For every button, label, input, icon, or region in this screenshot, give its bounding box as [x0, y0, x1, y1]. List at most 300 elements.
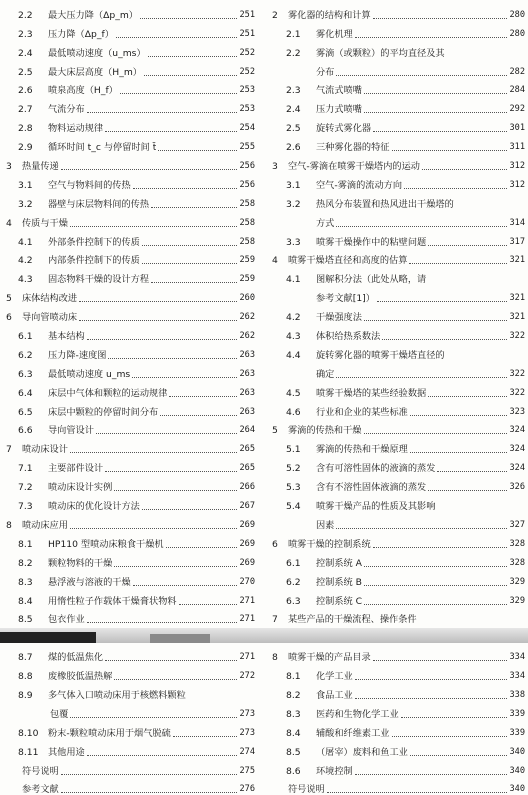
toc-entry	[2, 701, 255, 720]
toc-entry	[268, 644, 525, 663]
toc-entry-title: 床体结构改进	[22, 293, 78, 305]
toc-entry-number: 8.1	[286, 671, 301, 683]
toc-entry-number: 2.6	[18, 85, 33, 97]
toc-entry-number: 8.10	[18, 727, 39, 739]
toc-entry-title: 空气与物料间的传热	[48, 179, 131, 191]
toc-entry-title: 床层中颗粒的停留时间分布	[48, 406, 159, 418]
toc-entry-title: 其他用途	[48, 746, 85, 758]
dot-leader	[392, 149, 508, 151]
toc-entry-page: 324	[509, 425, 525, 436]
toc-entry	[2, 607, 255, 626]
toc-entry-title: 热量传递	[22, 161, 59, 173]
toc-entry-number: 2	[272, 9, 278, 21]
toc-entry-page: 324	[509, 444, 525, 455]
toc-entry	[268, 474, 525, 493]
toc-entry-title: 医药和生物化学工业	[316, 708, 399, 720]
toc-entry-number: 2.4	[286, 104, 301, 116]
dot-leader	[120, 92, 238, 94]
toc-entry-page: 317	[509, 236, 525, 247]
toc-entry-page: 274	[239, 746, 255, 757]
dot-leader	[428, 244, 507, 246]
toc-entry-page: 269	[239, 538, 255, 549]
toc-entry-title: 传质与干燥	[22, 217, 68, 229]
toc-entry-page: 280	[509, 28, 525, 39]
toc-entry	[2, 153, 255, 172]
toc-entry-number: 4.1	[18, 236, 33, 248]
toc-entry-number: 2.3	[18, 28, 33, 40]
dot-leader	[87, 338, 238, 340]
toc-entry-page: 323	[509, 406, 525, 417]
toc-entry	[268, 455, 525, 474]
toc-entry-page: 312	[509, 161, 525, 172]
dot-leader	[179, 603, 238, 605]
dot-leader	[87, 754, 238, 756]
toc-entry	[268, 342, 525, 361]
toc-entry-number: 8.8	[18, 671, 33, 683]
dot-leader	[70, 451, 238, 453]
toc-entry-title: 分布	[316, 66, 335, 78]
dot-leader	[373, 130, 507, 132]
toc-entry-page: 263	[239, 368, 255, 379]
toc-entry	[2, 644, 255, 663]
toc-entry-number: 3	[272, 161, 278, 173]
dot-leader	[70, 225, 238, 227]
dot-leader	[79, 319, 237, 321]
toc-entry-page: 322	[509, 331, 525, 342]
toc-entry-number: 2.7	[18, 104, 33, 116]
toc-entry-title: 最大压力降（Δp_m）	[48, 9, 138, 21]
toc-entry-page: 321	[509, 312, 525, 323]
toc-entry-page: 280	[509, 9, 525, 20]
dot-leader	[140, 17, 237, 19]
dot-leader	[355, 773, 508, 775]
toc-entry-page: 314	[509, 217, 525, 228]
toc-entry-page: 258	[239, 236, 255, 247]
toc-entry-title: 行业和企业的某些标准	[316, 406, 408, 418]
toc-entry-page: 251	[239, 9, 255, 20]
toc-entry-page: 271	[239, 614, 255, 625]
dot-leader	[114, 565, 237, 567]
toc-entry-page: 329	[509, 576, 525, 587]
toc-entry-title: 雾滴（或颗粒）的平均直径及其	[316, 47, 445, 59]
toc-entry	[2, 59, 255, 78]
toc-entry-page: 327	[509, 519, 525, 530]
toc-entry	[268, 380, 525, 399]
toc-entry-number: 8.2	[18, 557, 33, 569]
toc-entry-page: 269	[239, 557, 255, 568]
toc-entry-page: 340	[509, 784, 525, 795]
toc-entry-title: 粉末-颗粒喷动床用于烟气脱硫	[48, 727, 171, 739]
dot-leader	[87, 111, 238, 113]
dot-leader	[105, 659, 237, 661]
toc-entry	[268, 720, 525, 739]
toc-entry-number: 8.5	[286, 746, 301, 758]
toc-entry-title: 含有不溶性固体液滴的蒸发	[316, 482, 427, 494]
toc-entry-title: 雾滴的传热和干燥原理	[316, 444, 408, 456]
scan-gray-strip	[150, 634, 210, 643]
toc-entry-title: 煤的低温焦化	[48, 652, 104, 664]
toc-entry-page: 251	[239, 28, 255, 39]
dot-leader	[114, 489, 237, 491]
toc-entry	[268, 2, 525, 21]
dot-leader	[392, 735, 508, 737]
toc-entry-page: 259	[239, 255, 255, 266]
toc-entry-title: 喷雾干燥产品的性质及其影响	[316, 501, 436, 513]
toc-entry-page: 339	[509, 727, 525, 738]
dot-leader	[133, 584, 238, 586]
toc-entry-title: 喷泉高度（H_f）	[48, 85, 118, 97]
toc-entry	[2, 342, 255, 361]
toc-entry-page: 273	[239, 727, 255, 738]
toc-entry-title: 气流分布	[48, 104, 85, 116]
dot-leader	[116, 36, 238, 38]
dot-leader	[336, 74, 507, 76]
toc-entry	[2, 172, 255, 191]
toc-entry	[268, 266, 525, 285]
toc-entry-number: 3.1	[286, 179, 301, 191]
dot-leader	[355, 697, 508, 699]
toc-entry-number: 2.6	[286, 142, 301, 154]
dot-leader	[142, 244, 238, 246]
toc-entry	[2, 229, 255, 248]
toc-entry-page: 263	[239, 387, 255, 398]
toc-entry	[2, 531, 255, 550]
toc-entry-page: 253	[239, 85, 255, 96]
toc-entry-page: 264	[239, 425, 255, 436]
toc-entry	[2, 436, 255, 455]
toc-entry-page: 338	[509, 689, 525, 700]
toc-entry-title: 控制系统 B	[316, 576, 362, 588]
toc-entry-page: 324	[509, 463, 525, 474]
toc-entry-title: 最大床层高度（H_m）	[48, 66, 142, 78]
toc-entry-title: 喷雾干燥的控制系统	[288, 538, 371, 550]
toc-entry	[2, 455, 255, 474]
toc-entry	[268, 285, 525, 304]
toc-entry	[268, 758, 525, 777]
toc-entry-number: 2.5	[286, 123, 301, 135]
toc-entry-title: 喷动床应用	[22, 519, 68, 531]
toc-entry-title: 空气-雾滴在喷雾干燥塔内的运动	[288, 161, 420, 173]
dot-leader	[382, 338, 507, 340]
toc-entry-title: 旋转式雾化器	[316, 123, 372, 135]
toc-entry-page: 334	[509, 671, 525, 682]
toc-entry-title: 控制系统 A	[316, 557, 362, 569]
toc-entry-number: 7	[6, 444, 12, 456]
toc-entry-title: 雾化机理	[316, 28, 353, 40]
toc-entry-title: 喷雾干燥操作中的粘壁问题	[316, 236, 427, 248]
toc-entry-title: 导向管设计	[48, 425, 94, 437]
toc-entry	[2, 2, 255, 21]
toc-entry	[268, 588, 525, 607]
toc-entry-title: 喷雾干燥塔直径和高度的估算	[288, 255, 408, 267]
toc-entry-number: 4.3	[286, 331, 301, 343]
toc-entry-page: 328	[509, 538, 525, 549]
toc-entry-number: 6	[272, 538, 278, 550]
dot-leader	[336, 527, 507, 529]
toc-entry	[268, 777, 525, 795]
toc-entry	[2, 399, 255, 418]
toc-entry-number: 8.7	[18, 652, 33, 664]
toc-entry-title: 空气-雾滴的流动方向	[316, 179, 403, 191]
toc-entry-number: 7	[272, 614, 278, 626]
toc-entry-number: 5.3	[286, 482, 301, 494]
toc-entry-title: 三种雾化器的特征	[316, 142, 390, 154]
dot-leader	[70, 716, 237, 718]
scan-dark-strip	[0, 632, 96, 643]
toc-entry	[268, 134, 525, 153]
toc-entry-number: 7.3	[18, 501, 33, 513]
toc-entry-page: 321	[509, 293, 525, 304]
toc-entry	[268, 153, 525, 172]
toc-entry-title: 导向管喷动床	[22, 312, 78, 324]
toc-entry-page: 262	[239, 312, 255, 323]
toc-entry-title: 参考文献[1]）	[316, 293, 375, 305]
toc-entry-number: 4.2	[18, 255, 33, 267]
toc-entry-number: 6.1	[286, 557, 301, 569]
toc-entry	[2, 512, 255, 531]
toc-entry	[2, 78, 255, 97]
toc-entry-page: 273	[239, 708, 255, 719]
dot-leader	[151, 281, 237, 283]
toc-entry-number: 7.2	[18, 482, 33, 494]
toc-entry-title: 气流式喷嘴	[316, 85, 362, 97]
toc-entry-number: 6.2	[18, 349, 33, 361]
dot-leader	[355, 36, 508, 38]
toc-entry-page: 253	[239, 104, 255, 115]
toc-entry-page: 267	[239, 501, 255, 512]
toc-entry-page: 311	[509, 142, 525, 153]
toc-entry-page: 282	[509, 66, 525, 77]
toc-entry	[268, 607, 525, 626]
toc-entry-page: 260	[239, 293, 255, 304]
toc-entry-number: 8.3	[18, 576, 33, 588]
toc-entry-number: 2.2	[286, 47, 301, 59]
scan-bottom-edge	[0, 628, 528, 643]
toc-entry-title: 雾滴的传热和干燥	[288, 425, 362, 437]
dot-leader	[410, 754, 508, 756]
dot-leader	[173, 735, 238, 737]
toc-entry	[268, 361, 525, 380]
toc-entry-title: 主要部件设计	[48, 463, 104, 475]
toc-entry-page: 263	[239, 406, 255, 417]
toc-entry-number: 6.1	[18, 331, 33, 343]
toc-entry-number: 2.2	[18, 9, 33, 21]
toc-entry-title: 体积给热系数法	[316, 331, 381, 343]
toc-entry-title: 基本结构	[48, 331, 85, 343]
toc-entry	[268, 59, 525, 78]
toc-entry-page: 266	[239, 482, 255, 493]
toc-entry-number: 7.1	[18, 463, 33, 475]
toc-entry	[268, 436, 525, 455]
toc-entry-number: 3.1	[18, 179, 33, 191]
toc-entry-page: 270	[239, 576, 255, 587]
toc-entry-number: 8.9	[18, 689, 33, 701]
dot-leader	[336, 376, 507, 378]
toc-entry	[268, 550, 525, 569]
toc-entry-page: 263	[239, 349, 255, 360]
toc-entry-title: 喷动床设计	[22, 444, 68, 456]
dot-leader	[132, 376, 237, 378]
toc-entry-page: 271	[239, 652, 255, 663]
toc-entry-title: 热风分布装置和热风进出干燥塔的	[316, 198, 454, 210]
toc-entry	[268, 21, 525, 40]
toc-entry-title: 包覆	[50, 708, 69, 720]
toc-entry-number: 4.2	[286, 312, 301, 324]
toc-entry-title: 床层中气体和颗粒的运动规律	[48, 387, 168, 399]
toc-entry	[2, 115, 255, 134]
toc-entry	[268, 512, 525, 531]
dot-leader	[428, 489, 507, 491]
toc-entry-number: 4.5	[286, 387, 301, 399]
toc-entry-title: 环境控制	[316, 765, 353, 777]
toc-entry-number: 6.2	[286, 576, 301, 588]
toc-entry-title: 化学工业	[316, 671, 353, 683]
dot-leader	[87, 621, 238, 623]
toc-entry-number: 8.4	[286, 727, 301, 739]
toc-entry	[2, 134, 255, 153]
toc-entry	[2, 720, 255, 739]
toc-entry-page: 284	[509, 85, 525, 96]
toc-entry-title: 循环时间 t_c 与停留时间 t̄	[48, 142, 157, 154]
toc-entry-title: 含有可溶性固体的液滴的蒸发	[316, 463, 436, 475]
toc-entry	[268, 569, 525, 588]
toc-entry-page: 262	[239, 331, 255, 342]
dot-leader	[108, 357, 237, 359]
dot-leader	[336, 225, 507, 227]
toc-entry-page: 340	[509, 765, 525, 776]
toc-entry-page: 265	[239, 444, 255, 455]
toc-entry-title: 干燥强度法	[316, 312, 362, 324]
dot-leader	[428, 395, 507, 397]
toc-entry-page: 271	[239, 595, 255, 606]
toc-entry-title: 雾化器的结构和计算	[288, 9, 371, 21]
dot-leader	[422, 168, 508, 170]
toc-entry-number: 5	[272, 425, 278, 437]
dot-leader	[105, 470, 237, 472]
toc-entry-page: 322	[509, 387, 525, 398]
dot-leader	[364, 603, 507, 605]
toc-entry	[268, 399, 525, 418]
toc-entry	[268, 191, 525, 210]
toc-entry-title: 颗粒物料的干燥	[48, 557, 113, 569]
dot-leader	[355, 678, 508, 680]
toc-entry-title: 最低喷动速度 u_ms	[48, 368, 131, 380]
toc-entry	[2, 285, 255, 304]
toc-right-column	[268, 2, 525, 795]
toc-entry-title: 喷动床设计实例	[48, 482, 113, 494]
toc-entry-number: 2.9	[18, 142, 33, 154]
toc-entry	[2, 682, 255, 701]
toc-entry-page: 321	[509, 255, 525, 266]
toc-entry-number: 8.11	[18, 746, 39, 758]
dot-leader	[61, 773, 238, 775]
toc-entry	[268, 663, 525, 682]
toc-entry-number: 2.8	[18, 123, 33, 135]
toc-entry	[2, 777, 255, 795]
toc-entry-number: 3.3	[286, 236, 301, 248]
toc-entry	[268, 172, 525, 191]
toc-entry	[268, 115, 525, 134]
toc-entry-number: 8.1	[18, 538, 33, 550]
toc-entry	[2, 380, 255, 399]
toc-entry-title: HP110 型喷动床粮食干燥机	[48, 538, 164, 550]
toc-entry-title: 物料运动规律	[48, 123, 104, 135]
toc-entry-number: 3.2	[286, 198, 301, 210]
toc-entry	[2, 418, 255, 437]
dot-leader	[151, 206, 237, 208]
toc-entry-title: 用惰性粒子作载体干燥膏状物料	[48, 595, 177, 607]
toc-entry-page: 340	[509, 746, 525, 757]
toc-entry	[2, 739, 255, 758]
dot-leader	[364, 111, 508, 113]
toc-entry-title: 符号说明	[22, 765, 59, 777]
toc-entry-number: 5.2	[286, 463, 301, 475]
toc-entry	[2, 663, 255, 682]
toc-entry	[2, 266, 255, 285]
dot-leader	[401, 716, 508, 718]
toc-entry	[2, 550, 255, 569]
dot-leader	[158, 149, 237, 151]
toc-entry-page: 252	[239, 66, 255, 77]
dot-leader	[409, 262, 507, 264]
dot-leader	[327, 791, 508, 793]
toc-entry	[2, 474, 255, 493]
dot-leader	[142, 262, 238, 264]
toc-entry-title: 参考文献	[22, 784, 59, 795]
dot-leader	[133, 187, 238, 189]
dot-leader	[377, 300, 508, 302]
dot-leader	[373, 546, 508, 548]
toc-entry-title: 旋转雾化器的喷雾干燥塔直径的	[316, 349, 445, 361]
dot-leader	[148, 55, 238, 57]
toc-entry-title: 喷雾干燥塔的某些经验数据	[316, 387, 427, 399]
toc-entry-page: 256	[239, 161, 255, 172]
toc-entry-page: 252	[239, 47, 255, 58]
toc-entry-number: 8.5	[18, 614, 33, 626]
toc-entry-number: 6.3	[286, 595, 301, 607]
dot-leader	[61, 791, 238, 793]
toc-entry	[268, 210, 525, 229]
toc-left-column	[2, 2, 255, 795]
toc-entry-title: 压力式喷嘴	[316, 104, 362, 116]
toc-entry	[2, 323, 255, 342]
toc-entry-title: （屠宰）废料和鱼工业	[316, 746, 408, 758]
toc-entry-title: 确定	[316, 368, 335, 380]
toc-entry-number: 6.3	[18, 368, 33, 380]
toc-entry	[268, 229, 525, 248]
toc-entry	[2, 758, 255, 777]
toc-entry-number: 4.6	[286, 406, 301, 418]
toc-entry-page: 329	[509, 595, 525, 606]
toc-entry	[2, 569, 255, 588]
toc-entry-number: 4	[6, 217, 12, 229]
toc-entry-page: 334	[509, 652, 525, 663]
toc-entry-title: 辅酸和纤维素工业	[316, 727, 390, 739]
toc-entry-number: 8.4	[18, 595, 33, 607]
toc-entry-number: 3	[6, 161, 12, 173]
dot-leader	[61, 168, 238, 170]
toc-entry-page: 322	[509, 368, 525, 379]
toc-entry	[268, 739, 525, 758]
toc-entry-page: 312	[509, 179, 525, 190]
toc-entry	[268, 493, 525, 512]
toc-entry-number: 3.2	[18, 198, 33, 210]
dot-leader	[160, 414, 237, 416]
toc-entry	[2, 493, 255, 512]
toc-entry-title: 压力降（Δp_f）	[48, 28, 114, 40]
toc-entry	[2, 191, 255, 210]
toc-entry	[268, 323, 525, 342]
